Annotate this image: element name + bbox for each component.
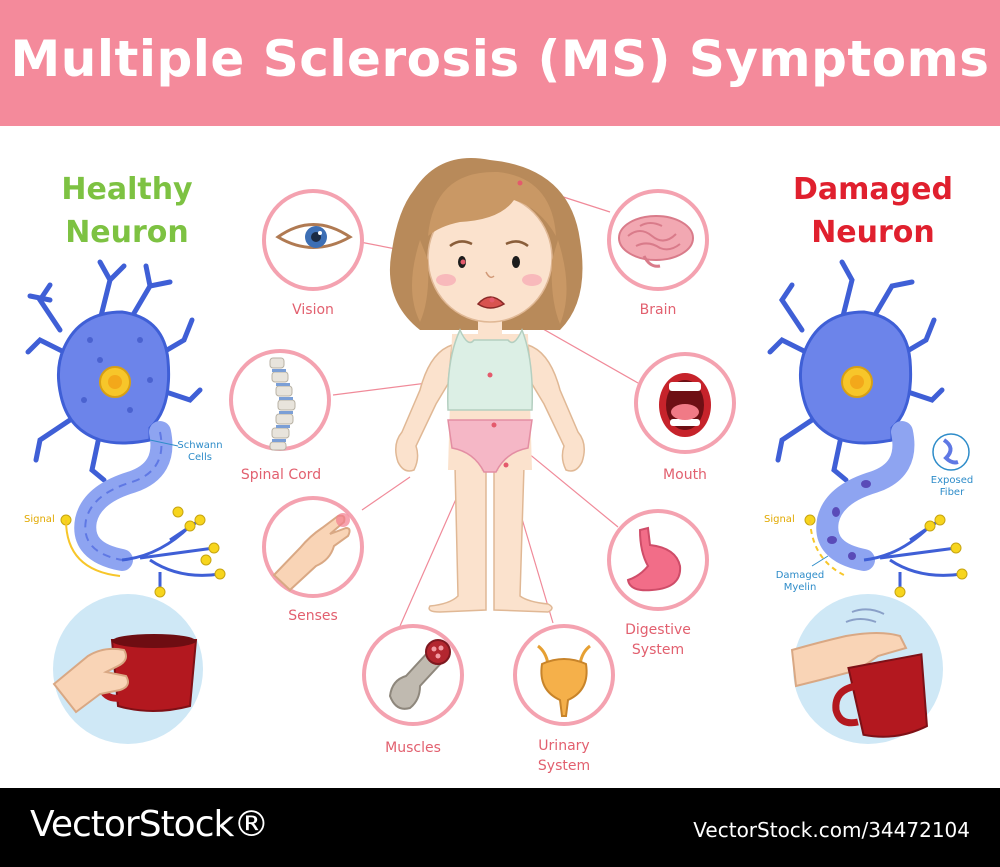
vectorstock-logo: VectorStock® — [30, 804, 269, 845]
mouth-label: Mouth — [663, 467, 707, 483]
urinary-system-label: Urinary System — [537, 738, 591, 774]
damaged-neuron-heading: Damaged Neuron — [793, 172, 953, 250]
healthy-signal-label: Signal — [24, 514, 55, 525]
damaged-neuron-illustration — [770, 262, 969, 597]
senses-label: Senses — [288, 608, 338, 624]
page-title: Multiple Sclerosis (MS) Symptoms — [10, 30, 990, 88]
spinal-cord-label: Spinal Cord — [240, 467, 322, 483]
exposed-fiber-label: Exposed Fiber — [930, 475, 974, 498]
healthy-neuron-illustration — [28, 262, 225, 597]
vision-label: Vision — [292, 302, 334, 318]
stock-id: VectorStock.com/34472104 — [693, 818, 970, 842]
healthy-cup-illustration — [53, 594, 203, 744]
schwann-cells-label: Schwann Cells — [177, 440, 223, 463]
girl-figure — [390, 158, 584, 612]
damaged-signal-label: Signal — [764, 514, 795, 525]
muscles-label: Muscles — [385, 740, 441, 756]
mouth-icon — [659, 373, 711, 437]
digestive-system-label: Digestive System — [625, 622, 691, 658]
brain-label: Brain — [639, 302, 677, 318]
healthy-neuron-heading: Healthy Neuron — [61, 172, 193, 250]
damaged-myelin-label: Damaged Myelin — [775, 570, 825, 593]
damaged-cup-illustration — [792, 594, 943, 744]
